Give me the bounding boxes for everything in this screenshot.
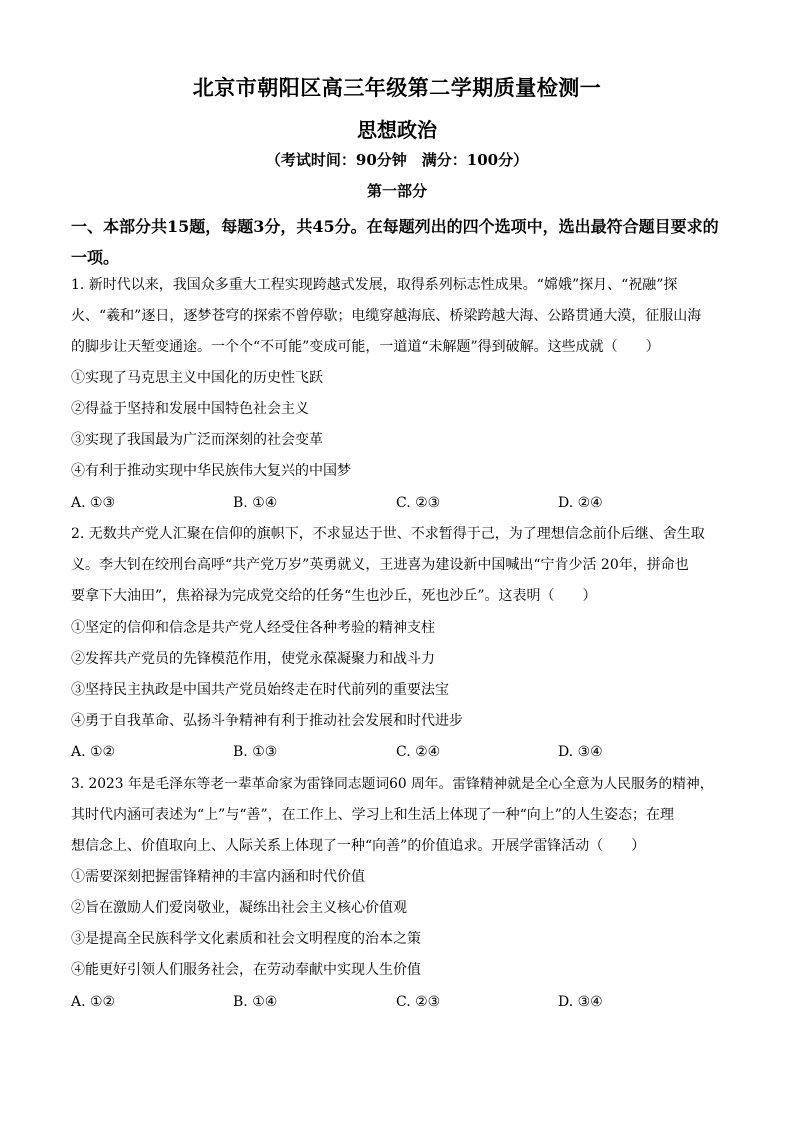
question-2-option-c[interactable]: C. ②④ [396, 744, 441, 760]
question-1-option-c[interactable]: C. ②③ [396, 495, 441, 511]
question-1-statement: ①实现了马克思主义中国化的历史性飞跃 [71, 370, 323, 386]
question-1-option-d[interactable]: D. ②④ [558, 495, 603, 511]
question-3-stem-line: 想信念上、价值取向上、人际关系上体现了一种“向善”的价值追求。开展学雷锋活动（ ） [71, 838, 646, 854]
part-title: 第一部分 [366, 182, 427, 200]
question-3-statement: ①需要深刻把握雷锋精神的丰富内涵和时代价值 [71, 869, 365, 885]
question-2-stem-line: 要拿下大油田”，焦裕禄为完成党交给的任务“生也沙丘，死也沙丘”。这表明（ ） [71, 588, 597, 604]
question-2-option-b[interactable]: B. ①③ [233, 744, 278, 760]
question-2-stem-line: 义。李大钊在绞刑台高呼“共产党万岁”英勇就义，王进喜为建设新中国喊出“宁肯少活 20年，拼命也 [71, 557, 689, 573]
question-2-stem-line: 2. 无数共产党人汇聚在信仰的旗帜下，不求显达于世、不求暂得于己，为了理想信念前仆后继、舍生取 [71, 526, 705, 542]
question-1-option-a[interactable]: A. ①③ [71, 495, 116, 511]
question-2-option-d[interactable]: D. ③④ [558, 744, 603, 760]
question-3-stem-line: 其时代内涵可表述为“上”与“善”，在工作上、学习上和生活上体现了一种“向上”的人生姿态；在理 [71, 807, 674, 823]
question-3-statement: ②旨在激励人们爱岗敬业，凝练出社会主义核心价值观 [71, 900, 407, 916]
question-3-option-b[interactable]: B. ①④ [233, 994, 278, 1010]
question-2-statement: ④勇于自我革命、弘扬斗争精神有利于推动社会发展和时代进步 [71, 713, 463, 729]
question-3-option-d[interactable]: D. ③④ [558, 994, 603, 1010]
question-3-stem-line: 3. 2023 年是毛泽东等老一辈革命家为雷锋同志题词60 周年。雷锋精神就是全心全意为人民服务的精神， [71, 776, 714, 792]
question-3-option-a[interactable]: A. ①② [71, 994, 116, 1010]
question-1-stem-line: 火、“羲和”逐日，逐梦苍穹的探索不曾停歇；电缆穿越海底、桥梁跨越大海、公路贯通大漠，征服山海 [71, 308, 702, 324]
question-1-statement: ③实现了我国最为广泛而深刻的社会变革 [71, 432, 323, 448]
exam-info: （考试时间：90分钟 满分：100分） [265, 151, 529, 169]
question-2-statement: ①坚定的信仰和信念是共产党人经受住各种考验的精神支柱 [71, 620, 435, 636]
section-instructions: 一、本部分共15题，每题3分，共45分。在每题列出的四个选项中，选出最符合题目要求的一项。 [71, 217, 719, 267]
question-3-option-c[interactable]: C. ②③ [396, 994, 441, 1010]
question-1-stem-line: 的脚步让天堑变通途。一个个“不可能”变成可能，一道道“未解题”得到破解。这些成就（ ） [71, 339, 660, 355]
question-3-statement: ③是提高全民族科学文化素质和社会文明程度的治本之策 [71, 931, 421, 947]
question-2-statement: ②发挥共产党员的先锋模范作用，使党永葆凝聚力和战斗力 [71, 651, 435, 667]
question-1-statement: ②得益于坚持和发展中国特色社会主义 [71, 401, 309, 417]
question-2-statement: ③坚持民主执政是中国共产党员始终走在时代前列的重要法宝 [71, 682, 449, 698]
question-3-statement: ④能更好引领人们服务社会，在劳动奉献中实现人生价值 [71, 962, 421, 978]
question-1-stem-line: 1. 新时代以来，我国众多重大工程实现跨越式发展，取得系列标志性成果。“嫦娥”探月、“祝融”探 [71, 277, 678, 293]
question-1-statement: ④有利于推动实现中华民族伟大复兴的中国梦 [71, 463, 351, 479]
question-1-option-b[interactable]: B. ①④ [233, 495, 278, 511]
exam-title: 北京市朝阳区高三年级第二学期质量检测一 [192, 75, 602, 100]
question-2-option-a[interactable]: A. ①② [71, 744, 116, 760]
subject-title: 思想政治 [357, 118, 437, 142]
